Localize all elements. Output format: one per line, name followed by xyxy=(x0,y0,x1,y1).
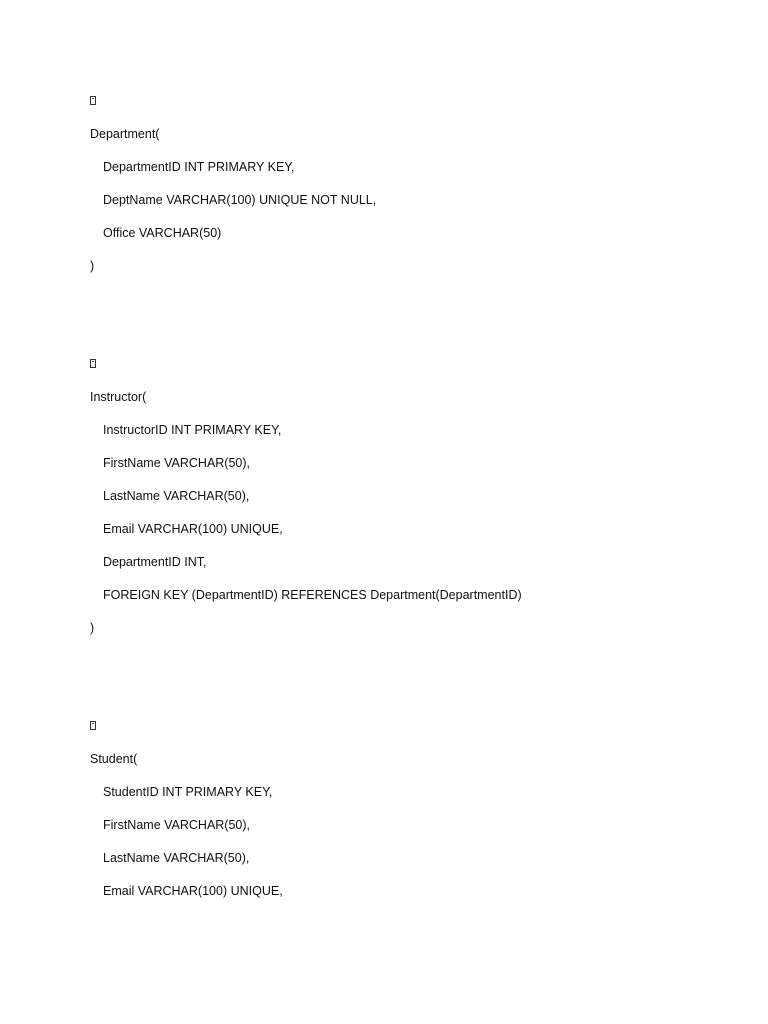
column-definition: LastName VARCHAR(50), xyxy=(103,489,250,503)
foreign-key-definition: FOREIGN KEY (DepartmentID) REFERENCES Department(DepartmentID) xyxy=(103,588,522,602)
column-definition: DepartmentID INT PRIMARY KEY, xyxy=(103,160,295,174)
missing-glyph-icon xyxy=(90,355,96,373)
table-header: Department( xyxy=(90,127,160,141)
column-definition: Email VARCHAR(100) UNIQUE, xyxy=(103,884,283,898)
missing-glyph-icon xyxy=(90,717,96,735)
column-definition: DepartmentID INT, xyxy=(103,555,207,569)
column-definition: DeptName VARCHAR(100) UNIQUE NOT NULL, xyxy=(103,193,377,207)
missing-glyph-icon xyxy=(90,92,96,110)
column-definition: Office VARCHAR(50) xyxy=(103,226,222,240)
closing-paren: ) xyxy=(90,621,95,635)
column-definition: Email VARCHAR(100) UNIQUE, xyxy=(103,522,283,536)
column-definition: InstructorID INT PRIMARY KEY, xyxy=(103,423,282,437)
table-header: Instructor( xyxy=(90,390,147,404)
table-header: Student( xyxy=(90,752,138,766)
column-definition: LastName VARCHAR(50), xyxy=(103,851,250,865)
column-definition: FirstName VARCHAR(50), xyxy=(103,456,251,470)
column-definition: FirstName VARCHAR(50), xyxy=(103,818,251,832)
closing-paren: ) xyxy=(90,259,95,273)
column-definition: StudentID INT PRIMARY KEY, xyxy=(103,785,273,799)
